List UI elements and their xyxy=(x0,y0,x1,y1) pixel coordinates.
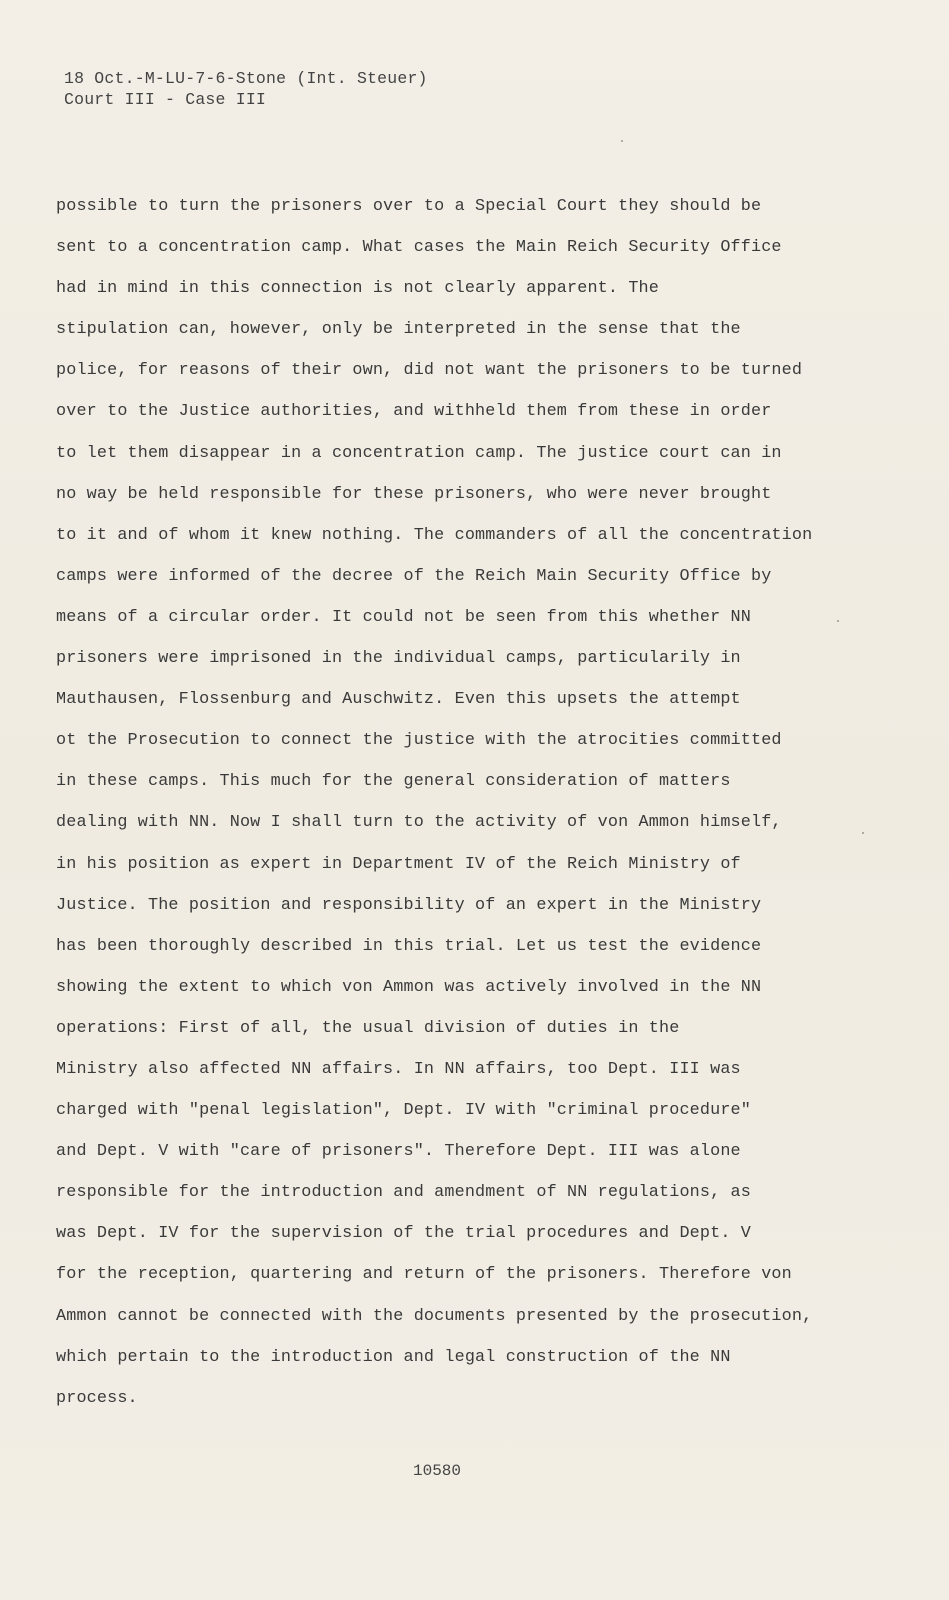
body-line: charged with "penal legislation", Dept. IV with "criminal procedure" xyxy=(56,1101,751,1121)
body-line: ot the Prosecution to connect the justice with the atrocities committed xyxy=(56,731,782,751)
body-line: to let them disappear in a concentration camp. The justice court can in xyxy=(56,443,782,463)
paper-speck xyxy=(862,832,864,834)
body-line: means of a circular order. It could not be seen from this whether NN xyxy=(56,607,751,627)
body-line: operations: First of all, the usual division of duties in the xyxy=(56,1018,680,1038)
body-line: sent to a concentration camp. What cases the Main Reich Security Office xyxy=(56,238,782,258)
body-line: for the reception, quartering and return of the prisoners. Therefore von xyxy=(56,1265,792,1285)
body-line: Mauthausen, Flossenburg and Auschwitz. Even this upsets the attempt xyxy=(56,690,741,710)
body-line: had in mind in this connection is not clearly apparent. The xyxy=(56,279,660,299)
body-line: stipulation can, however, only be interpreted in the sense that the xyxy=(56,320,741,340)
body-line: to it and of whom it knew nothing. The commanders of all the concentration xyxy=(56,525,813,545)
body-line: showing the extent to which von Ammon was actively involved in the NN xyxy=(56,977,762,997)
body-line: Ammon cannot be connected with the documents presented by the prosecution, xyxy=(56,1306,813,1326)
body-line: dealing with NN. Now I shall turn to the activity of von Ammon himself, xyxy=(56,813,782,833)
body-line: has been thoroughly described in this trial. Let us test the evidence xyxy=(56,936,762,956)
paper-speck xyxy=(621,140,623,142)
body-line: was Dept. IV for the supervision of the trial procedures and Dept. V xyxy=(56,1224,751,1244)
body-line: in these camps. This much for the general consideration of matters xyxy=(56,772,731,792)
body-line: Justice. The position and responsibility of an expert in the Ministry xyxy=(56,895,762,915)
body-line: possible to turn the prisoners over to a Special Court they should be xyxy=(56,197,762,216)
body-line: responsible for the introduction and amendment of NN regulations, as xyxy=(56,1183,751,1203)
body-line: and Dept. V with "care of prisoners". Therefore Dept. III was alone xyxy=(56,1142,741,1162)
body-line: prisoners were imprisoned in the individual camps, particularily in xyxy=(56,649,741,669)
body-line: over to the Justice authorities, and withheld them from these in order xyxy=(56,402,772,422)
body-line: no way be held responsible for these prisoners, who were never brought xyxy=(56,484,772,504)
body-line: police, for reasons of their own, did not want the prisoners to be turned xyxy=(56,361,803,381)
body-line: Ministry also affected NN affairs. In NN affairs, too Dept. III was xyxy=(56,1059,741,1079)
paper-speck xyxy=(837,620,839,622)
page-number: 10580 xyxy=(413,1462,462,1480)
body-text xyxy=(56,196,916,1429)
header-line-2: Court III - Case III xyxy=(64,90,267,109)
body-line: which pertain to the introduction and legal construction of the NN xyxy=(56,1347,731,1367)
body-line: in his position as expert in Department IV of the Reich Ministry of xyxy=(56,854,741,874)
body-line: process. xyxy=(56,1388,138,1408)
header-line-1: 18 Oct.-M-LU-7-6-Stone (Int. Steuer) xyxy=(64,69,428,88)
body-line: camps were informed of the decree of the Reich Main Security Office by xyxy=(56,566,772,586)
document-header xyxy=(64,68,428,110)
